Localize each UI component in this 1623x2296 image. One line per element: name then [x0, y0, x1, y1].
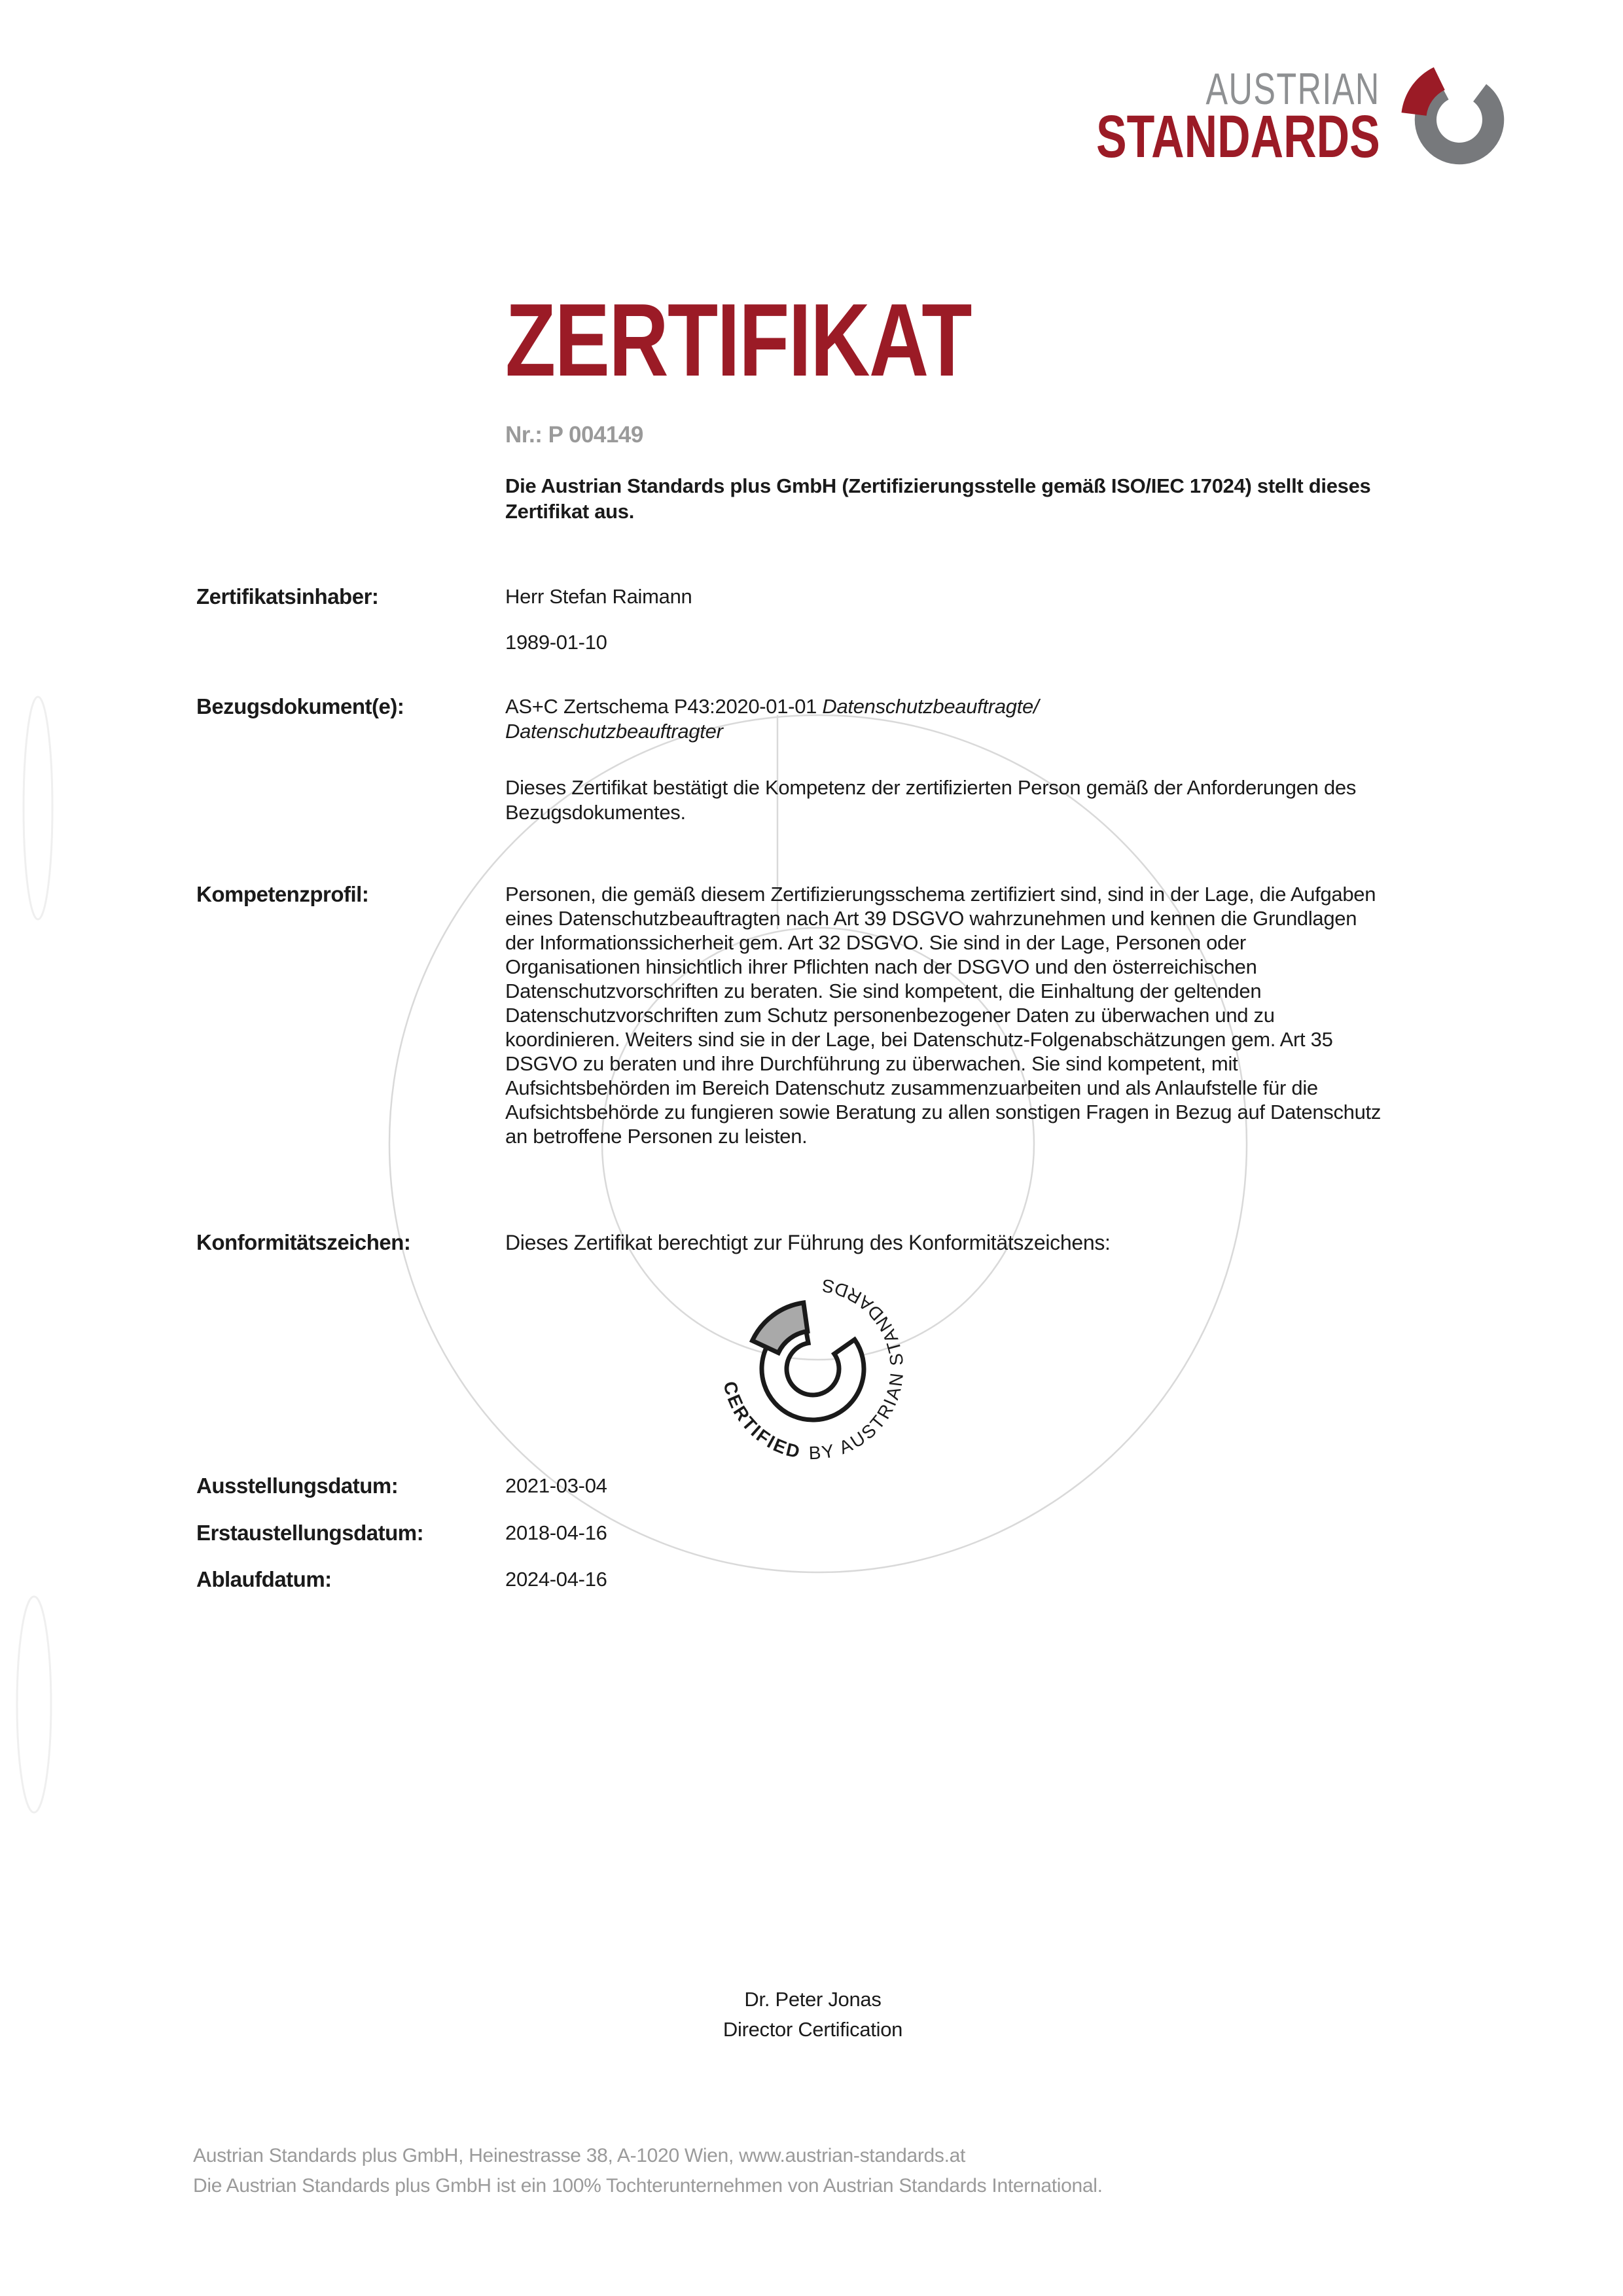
first-issue-date-label: Erstaustellungsdatum: [196, 1521, 424, 1545]
watermark-left-sliver-bottom [17, 1597, 51, 1812]
reference-label: Bezugsdokument(e): [196, 694, 404, 718]
logo-word-standards: STANDARDS [1096, 103, 1380, 170]
certified-seal-icon [702, 1258, 924, 1480]
competence-text: Personen, die gemäß diesem Zertifizierungsschema zertifiziert sind, sind in der Lage, die Aufgaben eines Datenschutzbeauftragten nach Art 39 DSGVO wahrzunehmen und kennen die Grundlagen der Informationssicherheit gem. Art 32 DSGVO. Sie sind in der Lage, Personen oder Organisationen hinsichtlich ihrer Pflichten nach der DSGVO und den österreichischen Datenschutzvorschriften zu beraten. Sie sind kompetent, die Einhaltung der geltenden Datenschutzvorschriften zum Schutz personenbezogener Daten zu überwachen und zu koordinieren. Weiters sind sie in der Lage, bei Datenschutz-Folgenabschätzungen gem. Art 35 DSGVO zu beraten und ihre Durchführung zu überwachen. Sie sind kompetent, mit Aufsichtsbehörden im Bereich Datenschutz zusammenzuarbeiten und als Anlaufstelle für die Aufsichtsbehörde zu fungieren sowie Beratung zu allen sonstigen Fragen in Bezug auf Datenschutz an betroffene Personen zu leisten. [505, 883, 1382, 1148]
issuer-statement: Die Austrian Standards plus GmbH (Zertifizierungsstelle gemäß ISO/IEC 17024) stellt dieses Zertifikat aus. [505, 474, 1371, 523]
holder-birthdate: 1989-01-10 [505, 631, 607, 654]
footer-company-line: Die Austrian Standards plus GmbH ist ein 100% Tochterunternehmen von Austrian Standards International. [193, 2175, 1103, 2197]
certificate-number: Nr.: P 004149 [505, 422, 643, 448]
signature-block [616, 1985, 1009, 2045]
seal-text-by-austrian-standards: BY AUSTRIAN STANDARDS [808, 1275, 908, 1464]
holder-name: Herr Stefan Raimann [505, 585, 692, 608]
signatory-name: Dr. Peter Jonas [744, 1988, 882, 2011]
first-issue-date-value: 2018-04-16 [505, 1521, 607, 1544]
conformity-label: Konformitätszeichen: [196, 1230, 411, 1254]
reference-doc-italic1: Datenschutzbeauftragte/ [822, 695, 1039, 718]
seal-text-certified: CERTIFIED [719, 1379, 804, 1462]
logo-wordmark [1007, 51, 1380, 170]
reference-doc-line2: Datenschutzbeauftragter [505, 720, 723, 743]
page-title: ZERTIFIKAT [505, 283, 971, 398]
competence-label: Kompetenzprofil: [196, 882, 369, 906]
logo-word-austrian: AUSTRIAN [1205, 64, 1380, 114]
reference-confirmation: Dieses Zertifikat bestätigt die Kompetenz der zertifizierten Person gemäß der Anforderungen des Bezugsdokumentes. [505, 776, 1357, 824]
conformity-text: Dieses Zertifikat berechtigt zur Führung des Konformitätszeichens: [505, 1231, 1111, 1254]
expiry-date-value: 2024-04-16 [505, 1568, 607, 1591]
reference-doc-line1 [505, 694, 1039, 719]
seal-circular-text [719, 1275, 907, 1463]
austrian-standards-ring-icon [1391, 51, 1528, 188]
signatory-title: Director Certification [722, 2018, 903, 2041]
issue-date-value: 2021-03-04 [505, 1474, 607, 1497]
watermark-left-sliver-top [24, 697, 52, 919]
issue-date-label: Ausstellungsdatum: [196, 1474, 399, 1498]
conformity-mark [702, 1258, 924, 1483]
expiry-date-label: Ablaufdatum: [196, 1567, 332, 1591]
footer [193, 2141, 1436, 2201]
holder-label: Zertifikatsinhaber: [196, 584, 379, 609]
reference-doc-normal: AS+C Zertschema P43:2020-01-01 [505, 695, 823, 718]
austrian-standards-logo [1007, 51, 1528, 188]
footer-address-line: Austrian Standards plus GmbH, Heinestrasse 38, A-1020 Wien, www.austrian-standards.at [193, 2145, 966, 2166]
